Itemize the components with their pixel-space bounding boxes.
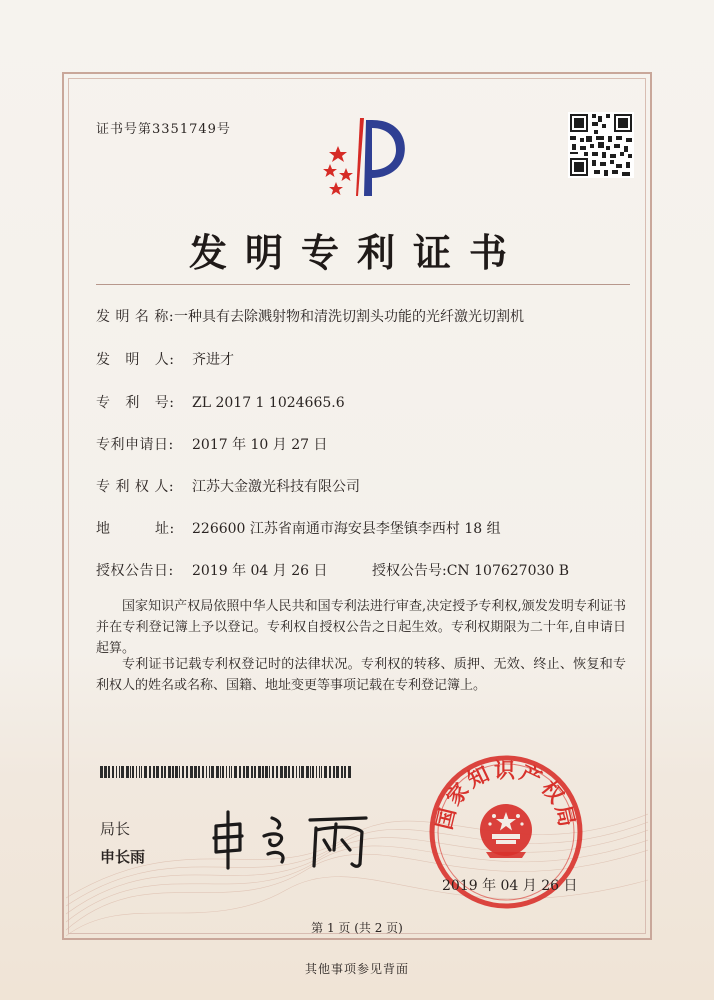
inventor-label: 发 明 人:	[96, 352, 175, 368]
announcement-date-label: 授权公告日:	[96, 563, 174, 579]
field-address	[96, 518, 501, 538]
announcement-no-label: 授权公告号:	[372, 563, 447, 579]
patent-no-value: ZL 2017 1 1024665.6	[192, 395, 345, 411]
director-title: 局长	[100, 820, 131, 838]
handwritten-signature	[206, 806, 376, 872]
invention-name-value: 一种具有去除溅射物和清洗切割头功能的光纤激光切割机	[174, 309, 524, 325]
announcement-no-value: CN 107627030 B	[446, 563, 570, 579]
address-value: 226600 江苏省南通市海安县李堡镇李西村 18 组	[192, 521, 501, 537]
seal-text: 国家知识产权局	[432, 758, 580, 832]
page-number: 第 1 页 (共 2 页)	[311, 921, 403, 935]
patent-no-label: 专 利 号:	[96, 395, 175, 411]
field-patentee	[96, 476, 360, 496]
cnipa-logo-icon	[316, 112, 412, 204]
barcode-icon	[100, 766, 352, 778]
certificate-title: 发明专利证书	[188, 230, 525, 275]
invention-name-label: 发 明 名 称:	[96, 309, 175, 325]
body-paragraph-2: 专利证书记载专利权登记时的法律状况。专利权的转移、质押、无效、终止、恢复和专利权人的姓名或名称、国籍、地址变更等事项记载在专利登记簿上。	[96, 657, 626, 693]
announcement-date-value: 2019 年 04 月 26 日	[192, 563, 328, 579]
address-label: 地 址:	[96, 521, 175, 537]
body-paragraph-1: 国家知识产权局依照中华人民共和国专利法进行审查,决定授予专利权,颁发发明专利证书并在专利登记簿上予以登记。专利权自授权公告之日起生效。专利权期限为二十年,自申请日起算。	[96, 599, 626, 656]
footer-note: 其他事项参见背面	[304, 962, 409, 976]
field-announcement-date	[96, 560, 328, 580]
certificate-number: 证书号第3351749号	[96, 122, 231, 137]
field-inventor	[96, 349, 234, 369]
field-application-date	[96, 434, 328, 454]
patentee-label: 专 利 权 人:	[96, 479, 175, 495]
qr-code-icon	[568, 112, 634, 178]
seal-date: 2019 年 04 月 26 日	[442, 878, 578, 894]
application-date-value: 2017 年 10 月 27 日	[192, 437, 328, 453]
title-divider	[96, 284, 630, 285]
patentee-value: 江苏大金激光科技有限公司	[192, 479, 360, 495]
director-name: 申长雨	[100, 848, 146, 866]
application-date-label: 专利申请日:	[96, 437, 174, 453]
field-invention-name	[96, 306, 524, 326]
inventor-value: 齐进才	[192, 352, 234, 368]
field-announcement-no	[372, 560, 569, 580]
field-patent-no	[96, 392, 345, 412]
